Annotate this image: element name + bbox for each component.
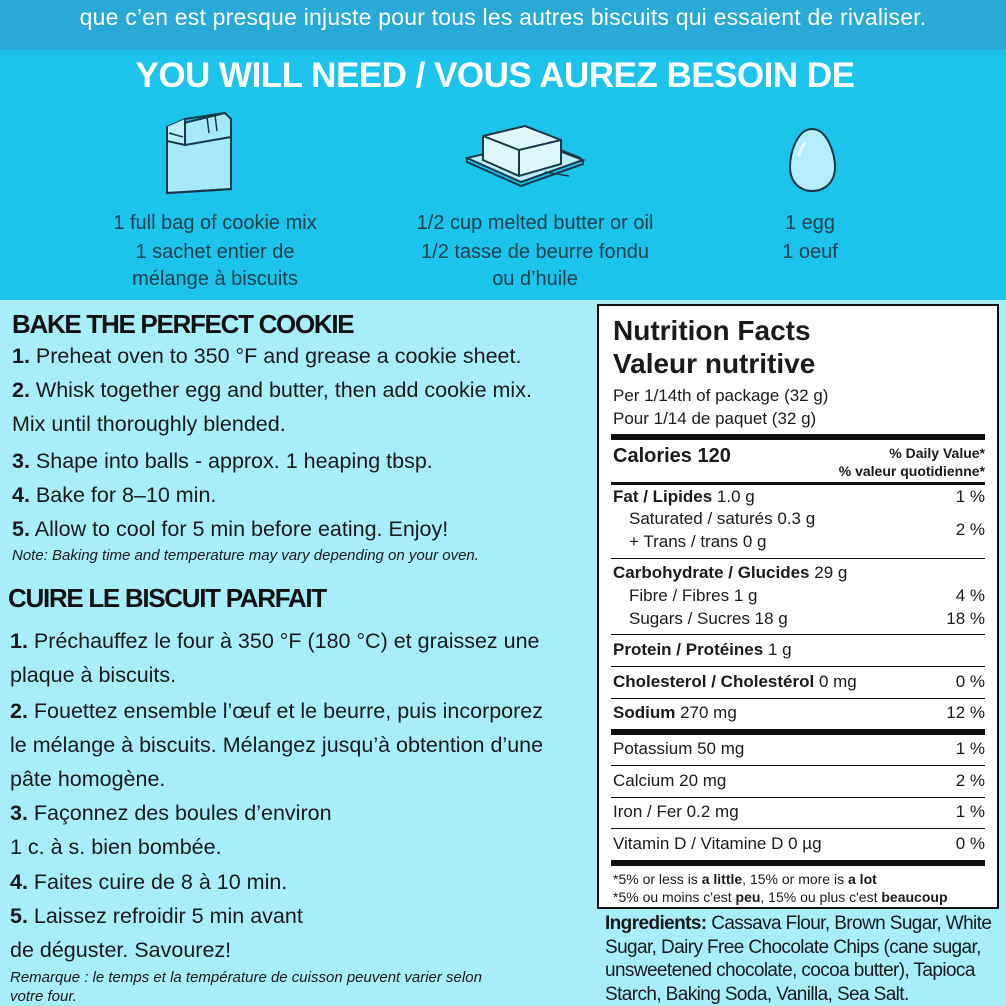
need-item-fr-line: 1 sachet entier de <box>135 241 295 263</box>
step-text: Préchauffez le four à 350 °F (180 °C) et graissez une <box>33 629 540 653</box>
serving-size-en: Per 1/14th of package (32 g) <box>613 386 829 405</box>
step-fr-2-cont: le mélange à biscuits. Mélangez jusqu’à obtention d’une <box>10 733 544 757</box>
divider <box>611 434 985 440</box>
step-en-5 <box>12 517 448 542</box>
need-item-en: 1 full bag of cookie mix <box>113 212 317 234</box>
trans-row <box>629 520 985 552</box>
step-en-3 <box>12 449 433 474</box>
divider <box>611 698 985 699</box>
footnote-bold: a lot <box>848 871 877 887</box>
vitamin-d-label: Vitamin D / Vitamine D 0 µg <box>613 834 822 853</box>
vitamin-d-row <box>613 834 985 854</box>
ingredients-list <box>605 912 1000 1006</box>
note-en: Note: Baking time and temperature may vary depending on your oven. <box>12 547 479 564</box>
step-text: Bake for 8–10 min. <box>35 483 217 507</box>
step-en-1 <box>12 344 521 369</box>
step-fr-2-cont: pâte homogène. <box>10 767 166 791</box>
footnote-text: *5% or less is <box>613 871 702 887</box>
step-en-4 <box>12 483 216 508</box>
sugars-row <box>629 609 985 629</box>
fat-pct: 1 % <box>955 487 985 506</box>
trans-label: + Trans / trans 0 g <box>629 532 767 551</box>
need-item-fr: 1 oeuf <box>782 241 838 263</box>
cholesterol-amount: 0 mg <box>818 672 857 691</box>
divider <box>611 765 985 766</box>
step-number: 5. <box>10 904 28 928</box>
step-text: Fouettez ensemble l’œuf et le beurre, puis incorporez <box>33 699 544 723</box>
divider <box>611 558 985 559</box>
vitamin-d-pct: 0 % <box>955 834 985 853</box>
bake-title-fr: CUIRE LE BISCUIT PARFAIT <box>8 583 326 613</box>
daily-value-en: % Daily Value* <box>889 445 985 461</box>
footnote-bold: a little <box>701 871 743 887</box>
cholesterol-pct: 0 % <box>955 672 985 691</box>
need-item-fr-line: mélange à biscuits <box>132 268 298 290</box>
daily-value-header-en <box>613 445 985 461</box>
step-fr-2 <box>10 699 543 724</box>
divider <box>611 634 985 635</box>
calcium-pct: 2 % <box>955 771 985 790</box>
step-text: Whisk together egg and butter, then add cookie mix. <box>35 378 532 402</box>
nutrition-facts-panel <box>597 304 999 909</box>
step-number: 4. <box>10 870 28 894</box>
iron-pct: 1 % <box>955 802 985 821</box>
potassium-pct: 1 % <box>955 739 985 758</box>
divider <box>611 666 985 667</box>
fibre-label: Fibre / Fibres 1 g <box>629 586 758 605</box>
step-number: 1. <box>10 629 28 653</box>
sodium-pct: 12 % <box>946 703 985 722</box>
divider <box>611 828 985 829</box>
divider <box>611 482 985 485</box>
ingredients-text: Cassava Flour, Brown Sugar, White Sugar, Dairy Free Chocolate Chips (cane sugar, unsweetened chocolate, cocoa butter), Tapioca Starch, Baking Soda, Vanilla, Sea Salt. <box>605 913 992 1005</box>
fat-label: Fat / Lipides <box>613 487 713 506</box>
step-fr-3-cont: 1 c. à s. bien bombée. <box>10 835 222 859</box>
bake-title-en: BAKE THE PERFECT COOKIE <box>12 309 354 339</box>
step-fr-4 <box>10 870 287 895</box>
note-fr-cont: votre four. <box>10 988 77 1005</box>
need-item-en: 1/2 cup melted butter or oil <box>416 212 654 234</box>
fibre-pct: 4 % <box>955 586 985 605</box>
need-item-fr-line: 1/2 tasse de beurre fondu <box>421 241 649 263</box>
step-fr-1 <box>10 629 540 654</box>
nutrition-title-en: Nutrition Facts <box>613 315 811 346</box>
potassium-row <box>613 739 985 759</box>
step-fr-5-cont: de déguster. Savourez! <box>10 938 232 962</box>
footnote-en <box>613 871 985 887</box>
step-number: 5. <box>12 517 30 541</box>
bag-icon <box>155 105 245 200</box>
daily-value-header-fr <box>613 463 985 479</box>
step-fr-5 <box>10 904 303 929</box>
step-en-2 <box>12 378 532 403</box>
sugars-label: Sugars / Sucres 18 g <box>629 609 788 628</box>
sodium-amount: 270 mg <box>680 703 737 722</box>
ingredients-label: Ingredients: <box>605 913 707 934</box>
footnote-fr <box>613 889 985 905</box>
fibre-row <box>629 586 985 606</box>
step-fr-1-cont: plaque à biscuits. <box>10 663 177 687</box>
step-text: Faites cuire de 8 à 10 min. <box>33 870 288 894</box>
calcium-label: Calcium 20 mg <box>613 771 727 790</box>
serving-size-fr: Pour 1/14 de paquet (32 g) <box>613 409 817 428</box>
step-text: Allow to cool for 5 min before eating. Enjoy! <box>34 517 449 541</box>
fat-amount: 1.0 g <box>716 487 755 506</box>
sugars-pct: 18 % <box>946 609 985 628</box>
step-number: 1. <box>12 344 30 368</box>
calories-label: Calories <box>613 445 692 467</box>
note-fr: Remarque : le temps et la température de cuisson peuvent varier selon <box>10 969 482 986</box>
divider <box>611 729 985 735</box>
protein-amount: 1 g <box>767 640 792 659</box>
sodium-label: Sodium <box>613 703 676 722</box>
daily-value-fr: % valeur quotidienne* <box>838 463 985 479</box>
footnote-bold: beaucoup <box>881 889 948 905</box>
calcium-row <box>613 771 985 791</box>
fat-row <box>613 487 985 507</box>
butter-icon <box>465 120 595 190</box>
iron-row <box>613 802 985 822</box>
need-item-fr <box>385 239 685 293</box>
step-text: Shape into balls - approx. 1 heaping tbsp. <box>35 449 433 473</box>
protein-label: Protein / Protéines <box>613 640 764 659</box>
footnote-text: , 15% ou plus c'est <box>760 889 882 905</box>
step-text: Façonnez des boules d’environ <box>33 801 332 825</box>
step-text: Laissez refroidir 5 min avant <box>33 904 303 928</box>
step-number: 3. <box>12 449 30 473</box>
sodium-row <box>613 703 985 723</box>
step-number: 2. <box>10 699 28 723</box>
step-text: Preheat oven to 350 °F and grease a cookie sheet. <box>35 344 522 368</box>
step-number: 3. <box>10 801 28 825</box>
potassium-label: Potassium 50 mg <box>613 739 745 758</box>
divider <box>611 860 985 866</box>
nutrition-title-fr: Valeur nutritive <box>613 348 816 379</box>
sat-trans-pct: 2 % <box>955 520 985 539</box>
footnote-bold: peu <box>735 889 761 905</box>
divider <box>611 797 985 798</box>
step-number: 2. <box>12 378 30 402</box>
iron-label: Iron / Fer 0.2 mg <box>613 802 739 821</box>
top-banner-text: que c’en est presque injuste pour tous les autres biscuits qui essaient de rivaliser. <box>79 4 927 30</box>
cholesterol-row <box>613 672 985 692</box>
protein-row <box>613 640 985 660</box>
calories-value: 120 <box>697 445 731 467</box>
need-item-fr <box>80 239 350 293</box>
step-fr-3 <box>10 801 332 826</box>
carb-amount: 29 g <box>814 563 848 582</box>
egg-icon <box>785 125 840 195</box>
saturated-row: Saturated / saturés 0.3 g <box>629 509 816 528</box>
footnote-text: , 15% or more is <box>742 871 848 887</box>
need-item-butter <box>385 210 685 293</box>
need-item-fr-line: ou d’huile <box>492 268 578 290</box>
step-number: 4. <box>12 483 30 507</box>
cholesterol-label: Cholesterol / Cholestérol <box>613 672 815 691</box>
carb-label: Carbohydrate / Glucides <box>613 563 810 582</box>
need-item-en: 1 egg <box>784 212 836 234</box>
step-en-2-cont: Mix until thoroughly blended. <box>12 412 286 436</box>
carb-row <box>613 563 985 583</box>
need-item-cookie-mix <box>80 210 350 293</box>
you-will-need-title: YOU WILL NEED / VOUS AUREZ BESOIN DE <box>135 56 855 95</box>
footnote-text: *5% ou moins c'est <box>613 889 736 905</box>
need-item-egg <box>740 210 880 266</box>
